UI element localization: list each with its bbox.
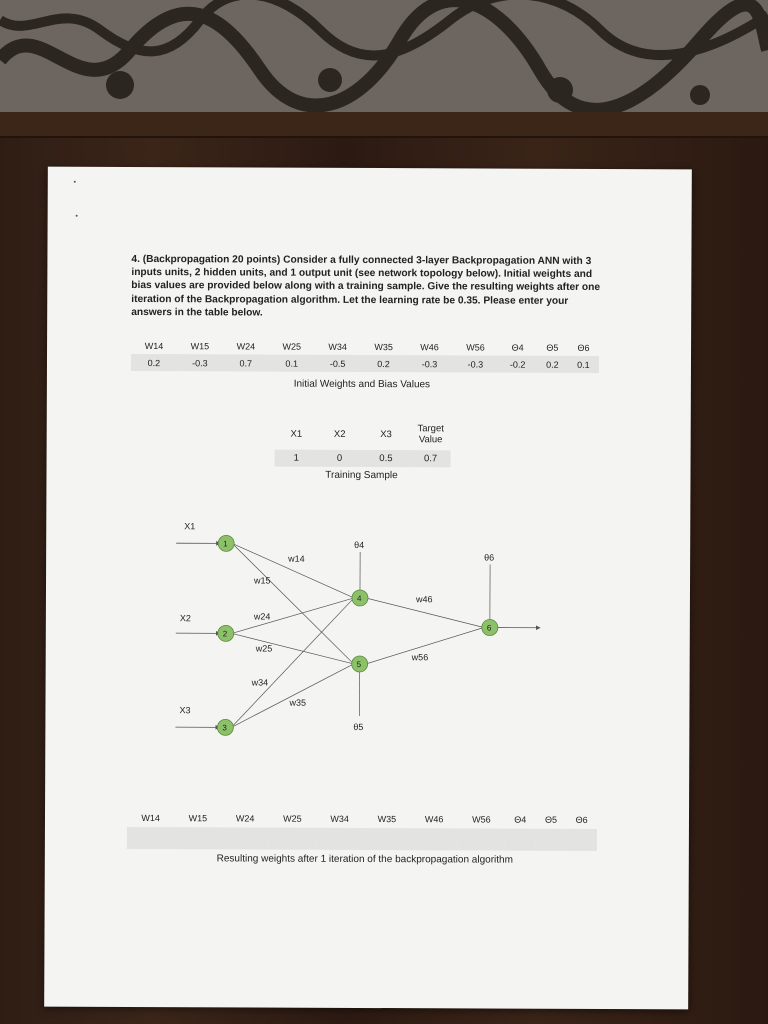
- value-cell: -0.5: [315, 355, 361, 372]
- value-cell: 0: [318, 450, 361, 467]
- paper-speck: [74, 181, 76, 183]
- answer-cell[interactable]: [127, 827, 174, 849]
- weight-label-w35: w35: [289, 697, 307, 708]
- value-cell: 0.5: [361, 450, 410, 467]
- question-text: 4. (Backpropagation 20 points) Consider a fully connected 3-layer Backpropagation ANN with 3 inputs units, 2 hidden units, and 1 output unit (see network topology below). Initial weights and bias values are provided below along with a training sample. Give the resulting weights after one iteration of the Backpropagation algorithm. Let the learning rate be 0.35. Please enter your answers in the table below.: [131, 253, 601, 319]
- value-cell: -0.2: [498, 356, 537, 373]
- result-table-caption: Resulting weights after 1 iteration of the backpropagation algorithm: [216, 853, 513, 866]
- node-label: 4: [356, 593, 362, 603]
- value-cell: 0.7: [411, 450, 451, 467]
- rug-pattern: [0, 0, 768, 118]
- node-label: 3: [222, 723, 227, 733]
- header-cell: W24: [235, 813, 255, 824]
- input-label-x2: X2: [179, 613, 191, 624]
- node-4: [352, 590, 368, 606]
- header-cell: X3: [380, 428, 392, 440]
- header-cell: W24: [236, 340, 256, 352]
- header-cell: Θ6: [575, 814, 588, 825]
- header-cell: W56: [472, 814, 491, 825]
- weight-label-w24: w24: [253, 611, 271, 622]
- header-cell: W34: [328, 341, 347, 352]
- bias-label-theta5: θ5: [353, 721, 364, 732]
- edge-w14: [232, 543, 354, 598]
- header-cell: Target Value: [417, 423, 444, 446]
- input-label-x3: X3: [179, 705, 191, 716]
- weight-label-w15: w15: [254, 575, 271, 586]
- value-cell: -0.3: [177, 354, 223, 371]
- training-sample-caption: Training Sample: [325, 469, 398, 482]
- answer-cell[interactable]: [566, 829, 597, 851]
- node-2: [218, 625, 234, 641]
- answer-cell[interactable]: [458, 828, 505, 850]
- value-cell: 0.7: [223, 354, 269, 371]
- answer-cell[interactable]: [174, 827, 221, 849]
- header-cell: Θ6: [577, 342, 590, 353]
- header-cell: X2: [333, 428, 346, 440]
- header-cell: W46: [424, 814, 444, 825]
- weight-label-w34: w34: [251, 677, 269, 688]
- value-cell: -0.3: [452, 355, 498, 372]
- value-cell: 0.1: [568, 356, 599, 373]
- answer-cell[interactable]: [316, 828, 363, 850]
- node-1: [218, 535, 234, 551]
- answer-cell[interactable]: [221, 827, 268, 849]
- header-cell: W14: [144, 340, 164, 351]
- rug-background: [0, 0, 768, 118]
- input-label-x1: X1: [184, 521, 196, 532]
- answer-cell[interactable]: [410, 828, 457, 850]
- bias-label-theta4: θ4: [354, 539, 365, 550]
- training-sample-table: [275, 418, 451, 468]
- weight-label-w25: w25: [255, 643, 273, 654]
- answer-cell[interactable]: [269, 828, 316, 850]
- bias-label-theta6: θ6: [484, 552, 495, 563]
- network-diagram: [155, 517, 576, 779]
- initial-weights-caption: Initial Weights and Bias Values: [293, 378, 431, 391]
- node-6: [482, 619, 498, 635]
- weight-label-w56: w56: [411, 652, 429, 663]
- answer-cell[interactable]: [536, 829, 567, 851]
- header-cell: W56: [466, 341, 485, 353]
- answer-cell[interactable]: [505, 829, 536, 851]
- header-cell: Θ5: [544, 814, 557, 825]
- initial-weights-table: [131, 337, 599, 373]
- node-label: 2: [222, 629, 228, 639]
- paper-speck: [76, 215, 78, 217]
- header-cell: W46: [420, 341, 439, 352]
- value-cell: 0.2: [361, 355, 407, 372]
- node-label: 5: [356, 659, 362, 669]
- answer-cell[interactable]: [363, 828, 410, 850]
- value-cell: -0.3: [406, 355, 452, 372]
- header-cell: Θ4: [514, 814, 527, 825]
- value-cell: 0.2: [537, 356, 568, 373]
- wooden-edge: [0, 112, 768, 138]
- weight-label-w46: w46: [415, 594, 433, 605]
- header-cell: W14: [141, 813, 160, 824]
- header-cell: X1: [290, 428, 303, 440]
- paper-sheet: [44, 167, 692, 1010]
- node-3: [217, 719, 233, 735]
- node-label: 1: [223, 539, 228, 549]
- header-cell: Θ4: [511, 342, 524, 353]
- edge-w35: [231, 663, 353, 728]
- edge-w25: [232, 633, 354, 664]
- value-cell: 1: [275, 450, 318, 467]
- header-cell: Θ5: [546, 342, 559, 353]
- edge-w34: [231, 597, 354, 728]
- header-cell: W15: [188, 813, 208, 824]
- header-cell: W35: [374, 341, 393, 352]
- header-cell: W25: [282, 341, 302, 352]
- weight-label-w14: w14: [288, 553, 305, 564]
- result-weights-table: [127, 809, 597, 851]
- node-5: [352, 656, 368, 672]
- node-label: 6: [486, 623, 492, 633]
- header-cell: W34: [330, 813, 349, 824]
- header-cell: W35: [377, 814, 397, 825]
- value-cell: 0.1: [269, 355, 315, 372]
- value-cell: 0.2: [131, 354, 177, 371]
- edge-w24: [232, 597, 354, 634]
- header-cell: W25: [283, 813, 302, 824]
- header-cell: W15: [190, 340, 210, 351]
